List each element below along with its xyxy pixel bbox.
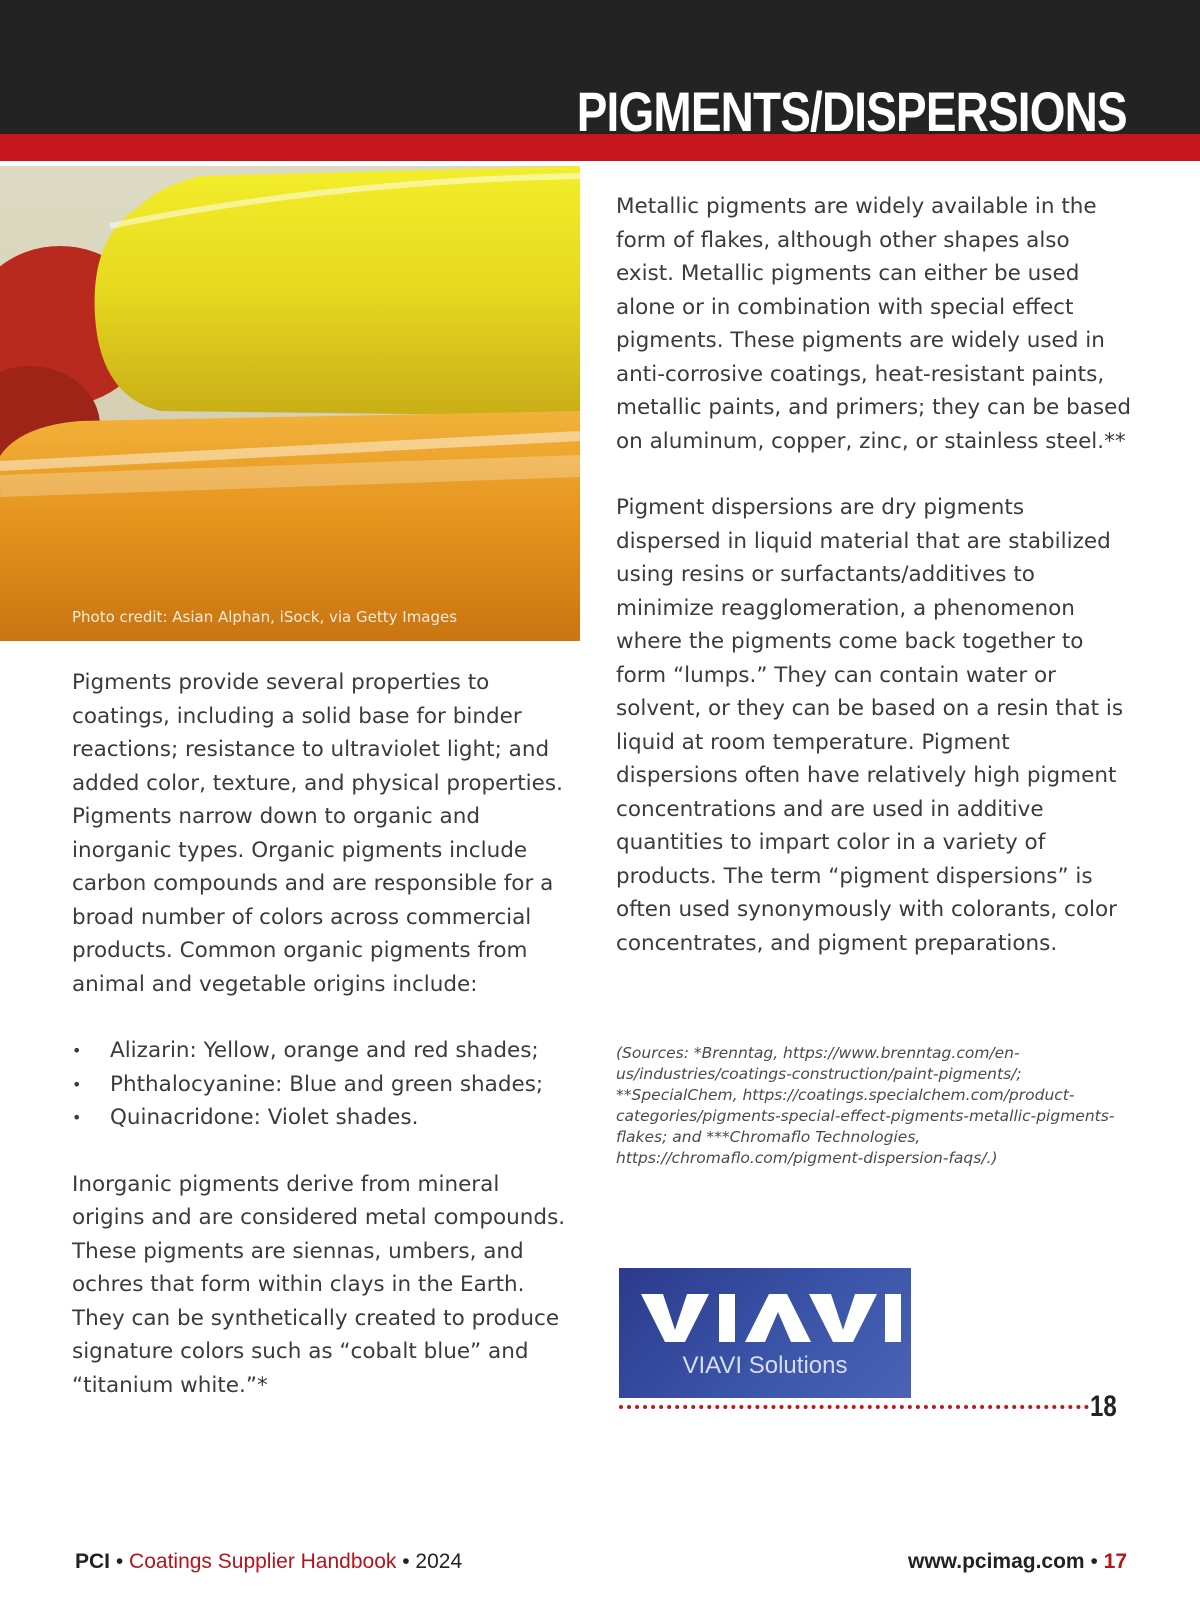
- left-paragraph-1: Pigments provide several properties to coatings, including a solid base for binder reactions; resistance to ultraviolet light; and added color, texture, and physical properties. Pigments narrow down to organic and inorganic types. Organic pigments include carbon compounds and are responsible for a broad number of colors across commercial products. Common organic pigments from animal and vegetable origins include:: [72, 670, 563, 997]
- sources-note: (Sources: *Brenntag, https://www.brenntag.com/en-us/industries/coatings-construction/paint-pigments/; **SpecialChem, https://coatings.specialchem.com/product-categories/pigments-special-effect-pigments-metallic-pigments-flakes; and ***Chromaflo Technologies, https://chromaflo.com/pigment-dispersion-faqs/.): [616, 1044, 1115, 1167]
- viavi-advertisement[interactable]: [619, 1268, 911, 1398]
- ad-page-reference: 18: [1090, 1390, 1117, 1423]
- footer-separator: •: [1084, 1550, 1104, 1573]
- organic-pigments-list: [72, 1034, 577, 1135]
- pigment-tubes-illustration: [0, 166, 580, 641]
- left-paragraph-2: Inorganic pigments derive from mineral origins and are considered metal compounds. These pigments are siennas, umbers, and ochres that form within clays in the Earth. They can be synthetically created to produce signature colors such as “cobalt blue” and “titanium white.”*: [72, 1171, 566, 1398]
- list-item: • Quinacridone: Violet shades.: [72, 1101, 577, 1135]
- footer-handbook: Coatings Supplier Handbook: [129, 1550, 397, 1573]
- footer-separator: •: [110, 1550, 130, 1573]
- footer: [75, 1550, 1127, 1574]
- footer-separator: •: [396, 1550, 416, 1573]
- footer-page-number: 17: [1103, 1550, 1127, 1573]
- dotted-leader: [619, 1405, 1089, 1409]
- footer-year: 2024: [415, 1550, 463, 1573]
- viavi-logo-icon: [619, 1282, 911, 1362]
- photo-credit: Photo credit: Asian Alphan, iSock, via Getty Images: [72, 608, 458, 626]
- page-title: PIGMENTS/DISPERSIONS: [576, 80, 1127, 143]
- footer-right: [908, 1550, 1127, 1574]
- list-item: • Alizarin: Yellow, orange and red shades;: [72, 1034, 577, 1068]
- footer-publication: PCI: [75, 1550, 111, 1573]
- pigment-photo: [0, 166, 580, 641]
- right-paragraph-2: Pigment dispersions are dry pigments dispersed in liquid material that are stabilized using resins or surfactants/additives to minimize reagglomeration, a phenomenon where the pigments come back together to form “lumps.” They can contain water or solvent, or they can be based on a resin that is liquid at room temperature. Pigment dispersions often have relatively high pigment concentrations and are used in additive quantities to impart color in a variety of products. The term “pigment dispersions” is often used synonymously with colorants, color concentrates, and pigment preparations.: [616, 495, 1124, 956]
- right-column: [616, 190, 1131, 960]
- list-item: • Phthalocyanine: Blue and green shades;: [72, 1068, 577, 1102]
- footer-website[interactable]: www.pcimag.com: [908, 1550, 1085, 1573]
- right-paragraph-1: Metallic pigments are widely available in the form of flakes, although other shapes also exist. Metallic pigments can either be used alone or in combination with special effect pigments. These pigments are widely used in anti-corrosive coatings, heat-resistant paints, metallic paints, and primers; they can be based on aluminum, copper, zinc, or stainless steel.**: [616, 194, 1132, 454]
- ad-tagline: VIAVI Solutions: [682, 1352, 848, 1379]
- left-column: [72, 666, 577, 1402]
